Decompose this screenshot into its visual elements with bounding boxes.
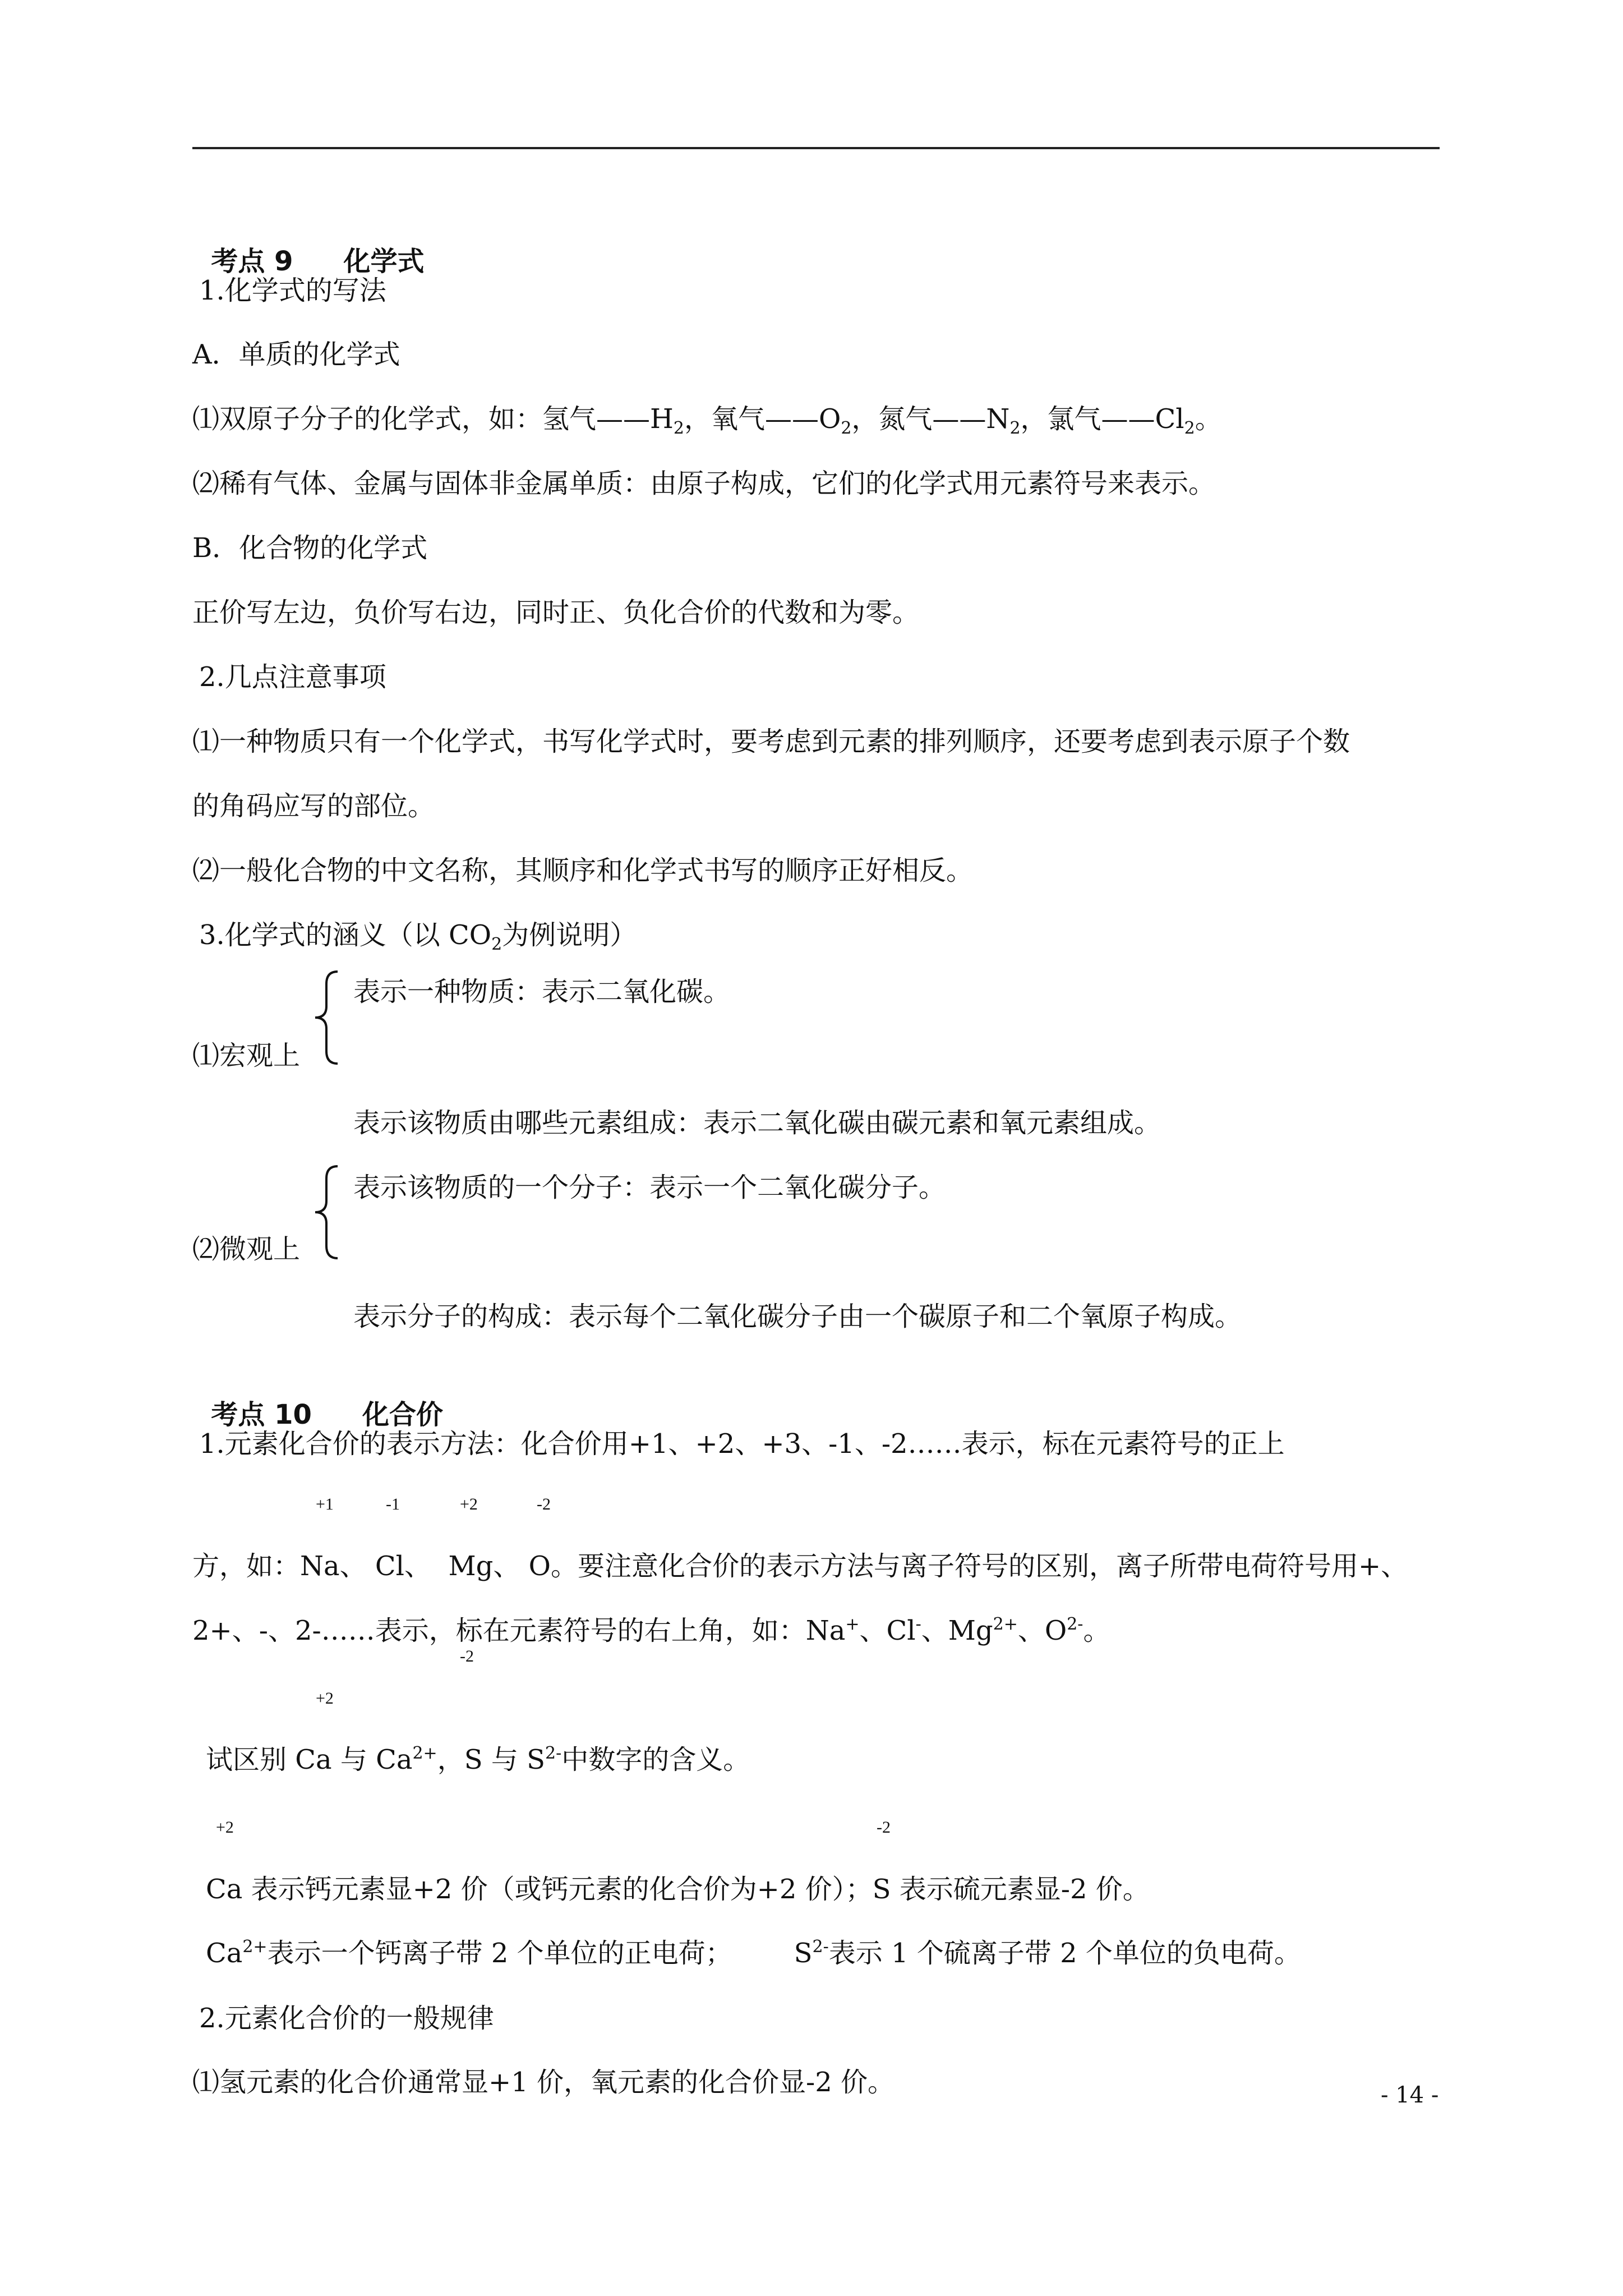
paragraph-question: 试区别 Ca 与 $Ca^{2+}$，S 与 $S^{2-}$中数字的含义。: [206, 1743, 750, 1775]
subheading-compounds: B．化合物的化学式: [192, 532, 428, 564]
paragraph-note-2: ⑵一般化合物的中文名称，其顺序和化学式书写的顺序正好相反。: [192, 855, 974, 886]
answer-valence-mark-s: -2: [877, 1818, 891, 1837]
paragraph-answer-ions: $Ca^{2+}$表示一个钙离子带 2 个单位的正电荷； $S^{2-}$表示 1 个硫离子带 2 个单位的负电荷。: [206, 1937, 1301, 1969]
paragraph-answer-valence: Ca 表示钙元素显+2 价（或钙元素的化合价为+2 价）；S 表示硫元素显-2 价。: [206, 1874, 1150, 1905]
brace-macro: [312, 969, 340, 1066]
valence-mark-na: +1: [316, 1495, 334, 1513]
section-10-heading: [192, 1361, 443, 1433]
valence-mark-mg: +2: [460, 1495, 478, 1513]
macro-top-text: 表示一种物质：表示二氧化碳。: [353, 976, 731, 1007]
micro-label: ⑵微观上: [192, 1234, 301, 1265]
section-9-number: 考点 9: [211, 246, 293, 277]
paragraph-noble-gases: ⑵稀有气体、金属与固体非金属单质：由原子构成，它们的化学式用元素符号来表示。: [192, 468, 1216, 499]
subheading-writing: 1.化学式的写法: [199, 275, 386, 306]
macro-label: ⑴宏观上: [192, 1040, 301, 1071]
paragraph-ion-notation: 2+、-、2-……表示，标在元素符号的右上角，如：Na+、Cl-、$Mg^{2+}$、$O^{2-}$。: [192, 1614, 1110, 1646]
section-10-title: 化合价: [362, 1399, 443, 1430]
macro-bottom-text: 表示该物质由哪些元素组成：表示二氧化碳由碳元素和氧元素组成。: [353, 1107, 1161, 1139]
subheading-notes: 2.几点注意事项: [199, 661, 386, 693]
section-9-heading: [192, 208, 425, 279]
page-number: - 14 -: [1381, 2082, 1439, 2108]
valence-mark-o: -2: [537, 1495, 551, 1513]
question-valence-mark: +2: [316, 1689, 334, 1708]
micro-top-text: 表示该物质的一个分子：表示一个二氧化碳分子。: [353, 1172, 946, 1203]
answer-valence-mark-ca: +2: [216, 1818, 234, 1837]
header-rule: [192, 147, 1440, 149]
brace-micro: [312, 1164, 340, 1260]
valence-mark-cl: -1: [386, 1495, 400, 1513]
subheading-rules: 2.元素化合价的一般规律: [199, 2003, 494, 2034]
paragraph-valence-notation: 1.元素化合价的表示方法：化合价用+1、+2、+3、-1、-2……表示，标在元素符号的正上: [199, 1428, 1285, 1460]
paragraph-valence-examples: 方，如：Na、 Cl、 Mg、 O。要注意化合价的表示方法与离子符号的区别，离子所带电荷符号用+、: [192, 1550, 1408, 1582]
section-10-number: 考点 10: [211, 1399, 312, 1430]
section-9-title: 化学式: [343, 246, 425, 277]
paragraph-note-1b: 的角码应写的部位。: [192, 790, 435, 822]
stray-valence-mark: -2: [460, 1647, 474, 1665]
paragraph-diatomic: ⑴双原子分子的化学式，如：氢气$——H_2$，氧气$——O_2$，氮气$——N_2$，氯气$——Cl_2$。: [192, 403, 1222, 438]
micro-bottom-text: 表示分子的构成：表示每个二氧化碳分子由一个碳原子和二个氧原子构成。: [353, 1301, 1242, 1332]
subheading-elements: A．单质的化学式: [192, 339, 400, 370]
paragraph-valence-rule: 正价写左边，负价写右边，同时正、负化合价的代数和为零。: [192, 597, 920, 628]
paragraph-rule-1: ⑴氢元素的化合价通常显+1 价，氧元素的化合价显-2 价。: [192, 2067, 895, 2098]
paragraph-note-1a: ⑴一种物质只有一个化学式，书写化学式时，要考虑到元素的排列顺序，还要考虑到表示原子个数: [192, 726, 1350, 757]
subheading-meaning: 3.化学式的涵义（以 $CO_2$为例说明）: [199, 919, 637, 954]
